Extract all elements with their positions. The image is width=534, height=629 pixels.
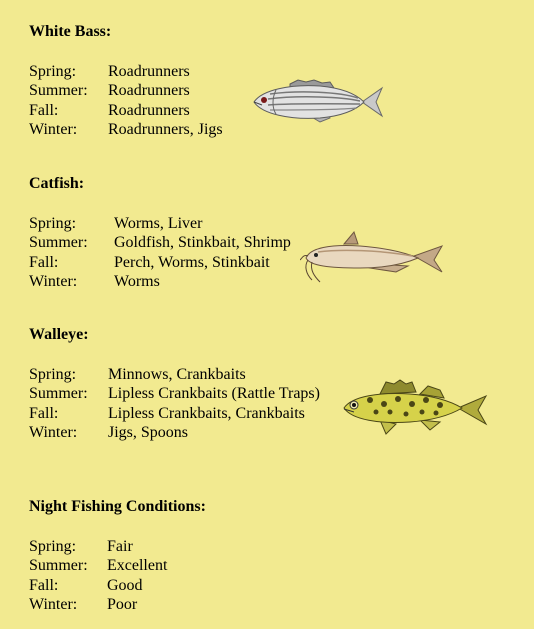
season-row <box>29 423 320 442</box>
bait-value: Roadrunners, Jigs <box>108 120 223 138</box>
season-label: Fall: <box>29 253 59 271</box>
season-list <box>29 214 291 291</box>
section-title: White Bass: <box>29 23 112 40</box>
season-row <box>29 365 320 384</box>
bait-value: Worms <box>114 272 160 290</box>
condition-value: Poor <box>107 595 138 613</box>
season-list <box>29 537 206 614</box>
bait-value: Perch, Worms, Stinkbait <box>114 253 270 271</box>
season-row <box>29 595 206 614</box>
season-row <box>29 404 320 423</box>
season-label: Spring: <box>29 63 77 80</box>
season-label: Fall: <box>29 404 59 422</box>
bait-value: Roadrunners <box>108 82 190 100</box>
bait-value: Jigs, Spoons <box>108 423 189 441</box>
bait-value: Minnows, Crankbaits <box>108 366 246 383</box>
season-list <box>29 365 320 442</box>
bait-value: Roadrunners <box>108 101 190 119</box>
season-row <box>29 120 223 139</box>
bait-value: Lipless Crankbaits, Crankbaits <box>108 404 305 422</box>
season-label: Summer: <box>29 82 88 100</box>
section-catfish <box>29 174 291 291</box>
section-night-fishing <box>29 497 206 614</box>
season-row <box>29 384 320 403</box>
season-row <box>29 253 291 272</box>
season-label: Spring: <box>29 215 77 232</box>
section-white-bass <box>29 22 223 139</box>
walleye-icon <box>340 378 490 438</box>
condition-value: Fair <box>107 538 133 555</box>
season-row <box>29 272 291 291</box>
catfish-icon <box>300 230 446 284</box>
bait-value: Goldfish, Stinkbait, Shrimp <box>114 234 291 252</box>
season-row <box>29 233 291 252</box>
season-label: Spring: <box>29 538 77 555</box>
section-title: Catfish: <box>29 175 85 192</box>
season-label: Fall: <box>29 576 59 594</box>
season-list <box>29 62 223 139</box>
bait-value: Lipless Crankbaits (Rattle Traps) <box>108 385 320 403</box>
season-label: Summer: <box>29 557 88 575</box>
season-label: Spring: <box>29 366 77 383</box>
condition-value: Excellent <box>107 557 168 575</box>
section-walleye <box>29 325 320 442</box>
bait-value: Roadrunners <box>108 63 190 80</box>
season-row <box>29 101 223 120</box>
section-title: Walleye: <box>29 326 89 343</box>
season-row <box>29 214 291 233</box>
season-row <box>29 62 223 81</box>
season-label: Winter: <box>29 272 78 290</box>
season-row <box>29 537 206 556</box>
section-title: Night Fishing Conditions: <box>29 498 206 515</box>
season-row <box>29 81 223 100</box>
condition-value: Good <box>107 576 143 594</box>
season-row <box>29 576 206 595</box>
season-label: Winter: <box>29 423 78 441</box>
bait-value: Worms, Liver <box>114 215 203 232</box>
season-label: Winter: <box>29 595 78 613</box>
season-label: Summer: <box>29 234 88 252</box>
white-bass-icon <box>250 78 386 130</box>
season-label: Summer: <box>29 385 88 403</box>
season-row <box>29 556 206 575</box>
season-label: Fall: <box>29 101 59 119</box>
season-label: Winter: <box>29 120 78 138</box>
